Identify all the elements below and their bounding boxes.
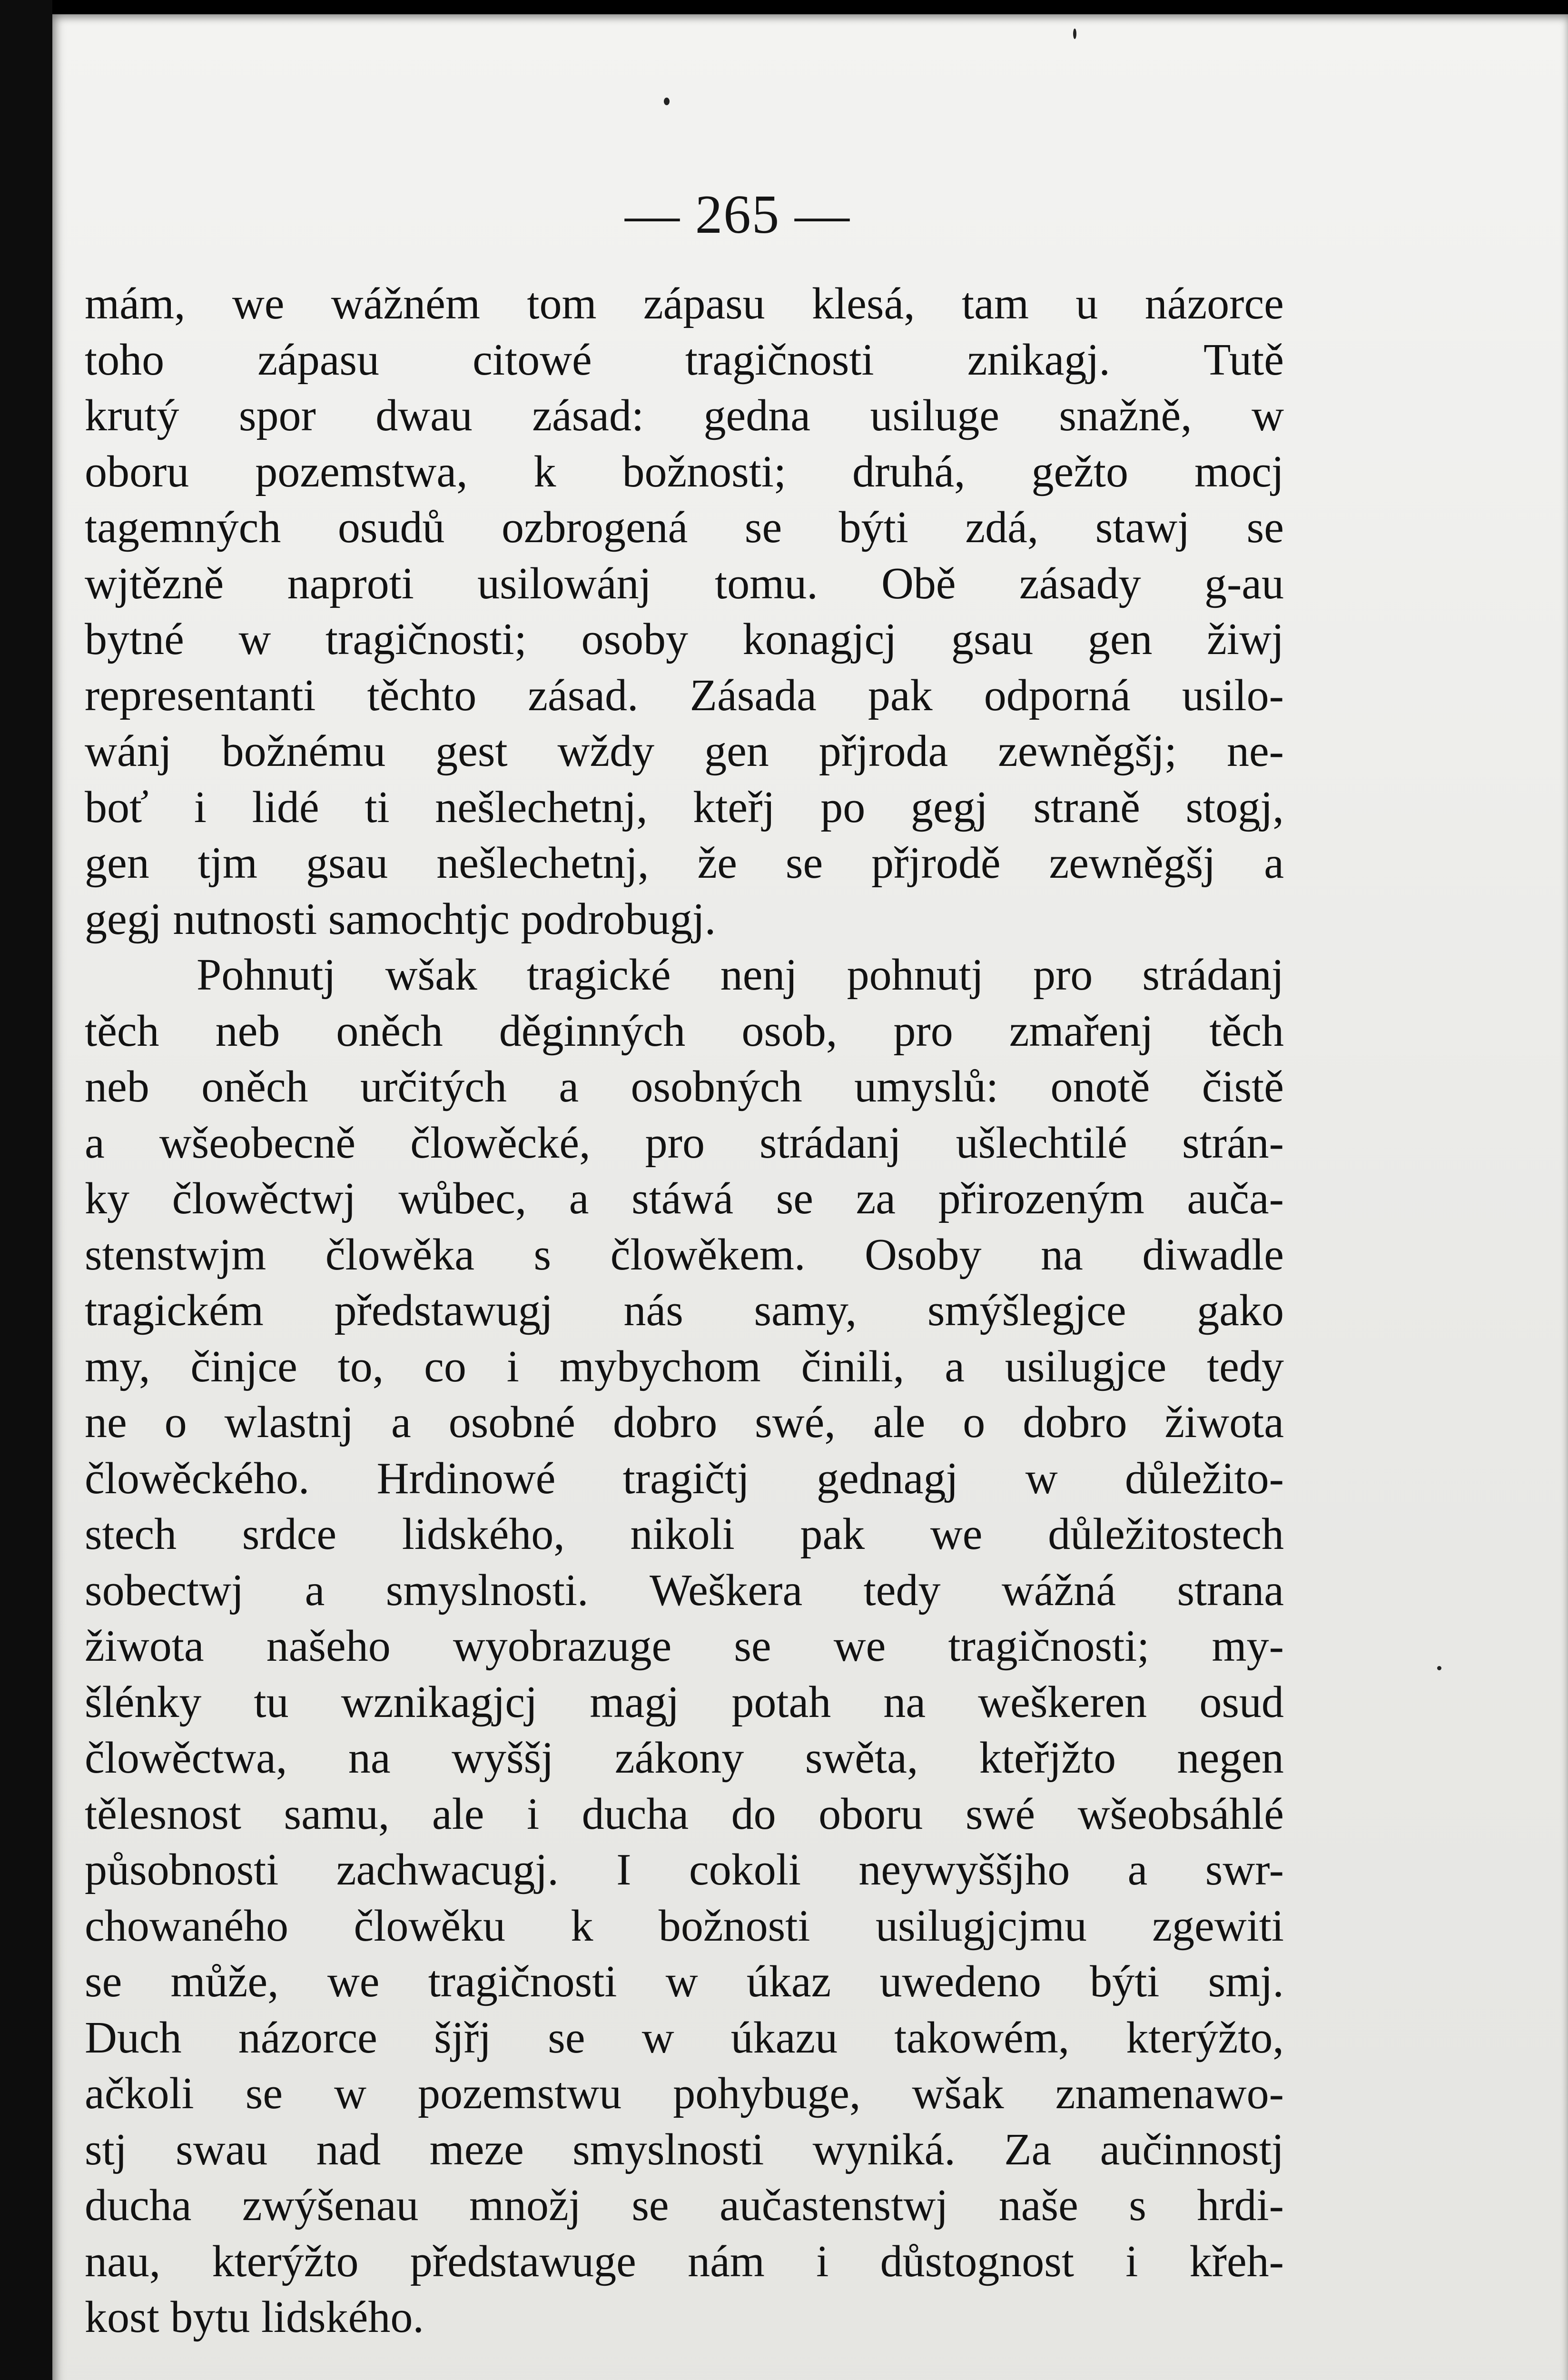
text-line: chowaného člowěku k božnosti usilugjcjmu zgewiti xyxy=(85,1901,1284,1951)
text-line: ačkoli se w pozemstwu pohybuge, wšak znamenawo- xyxy=(85,2069,1284,2118)
ink-speck xyxy=(1437,1666,1441,1670)
text-line: kost bytu lidského. xyxy=(85,2292,424,2342)
text-line: stech srdce lidského, nikoli pak we důležitostech xyxy=(85,1509,1284,1559)
text-line: krutý spor dwau zásad: gedna usiluge snažně, w xyxy=(85,391,1284,440)
text-line: tagemných osudů ozbrogená se býti zdá, stawj se xyxy=(85,503,1284,552)
paragraph xyxy=(85,947,1284,2346)
text-line: nau, kterýžto předstawuge nám i důstognost i křeh- xyxy=(85,2236,1284,2286)
text-line: člowěckého. Hrdinowé tragičtj gednagj w důležito- xyxy=(85,1453,1284,1503)
text-line: toho zápasu citowé tragičnosti znikagj. Tutě xyxy=(85,335,1284,385)
text-line: působnosti zachwacugj. I cokoli neywyššjho a swr- xyxy=(85,1845,1284,1894)
text-line: ducha zwýšenau množj se aučastenstwj naše s hrdi- xyxy=(85,2181,1284,2230)
text-line: tragickém předstawugj nás samy, smýšlegjce gako xyxy=(85,1286,1284,1335)
text-line: žiwota našeho wyobrazuge se we tragičnosti; my- xyxy=(85,1621,1284,1671)
text-line: gen tjm gsau nešlechetnj, že se přjrodě zewněgšj a xyxy=(85,838,1284,888)
text-line: se může, we tragičnosti w úkaz uwedeno býti smj. xyxy=(85,1957,1284,2006)
text-line: ky člowěctwj wůbec, a stáwá se za přirozeným aučа- xyxy=(85,1174,1284,1223)
text-line: Duch názorce šjřj se w úkazu takowém, kterýžto, xyxy=(85,2013,1284,2063)
text-line: stenstwjm člowěka s člowěkem. Osoby na diwadle xyxy=(85,1230,1284,1279)
ink-speck xyxy=(664,98,670,105)
text-line: sobectwj a smyslnosti. Weškera tedy wážná strana xyxy=(85,1565,1284,1615)
text-line: šlénky tu wznikagjcj magj potah na weškeren osud xyxy=(85,1677,1284,1727)
text-line: wjtězně naproti usilowánj tomu. Obě zásady g-au xyxy=(85,558,1284,608)
text-line: bytné w tragičnosti; osoby konagjcj gsau gen žiwj xyxy=(85,615,1284,664)
text-line: my, činjce to, co i mybychom činili, a usilugjce tedy xyxy=(85,1341,1284,1391)
paragraph xyxy=(85,276,1284,947)
ink-speck xyxy=(1073,29,1076,39)
text-line: gegj nutnosti samochtjc podrobugj. xyxy=(85,894,716,944)
text-line: stj swau nad meze smyslnosti wyniká. Za aučinnostj xyxy=(85,2124,1284,2174)
text-line: a wšeobecně člowěcké, pro strádanj ušlechtilé strán- xyxy=(85,1118,1284,1168)
scan-binding-edge xyxy=(0,0,52,2380)
text-line: representanti těchto zásad. Zásada pak odporná usilo- xyxy=(85,670,1284,720)
text-line: těch neb oněch děginných osob, pro zmařenj těch xyxy=(85,1006,1284,1056)
text-line: oboru pozemstwa, k božnosti; druhá, gežto mocj xyxy=(85,446,1284,496)
text-line: mám, we wážném tom zápasu klesá, tam u názorce xyxy=(85,279,1284,328)
text-line: ne o wlastnj a osobné dobro swé, ale o dobro žiwota xyxy=(85,1398,1284,1447)
text-line: tělesnost samu, ale i ducha do oboru swé wšeobsáhlé xyxy=(85,1789,1284,1839)
page-body xyxy=(85,276,1284,2346)
text-line: Pohnutj wšak tragické nenj pohnutj pro strádanj xyxy=(197,950,1284,1000)
text-line: neb oněch určitých a osobných umyslů: onotě čistě xyxy=(85,1062,1284,1111)
page-number: — 265 — xyxy=(625,184,850,245)
text-line: boť i lidé ti nešlechetnj, kteřj po gegj straně stogj, xyxy=(85,782,1284,832)
text-line: člowěctwa, na wyššj zákony swěta, kteřjžto negen xyxy=(85,1733,1284,1783)
text-line: wánj božnému gest wždy gen přjroda zewněgšj; ne- xyxy=(85,726,1284,776)
